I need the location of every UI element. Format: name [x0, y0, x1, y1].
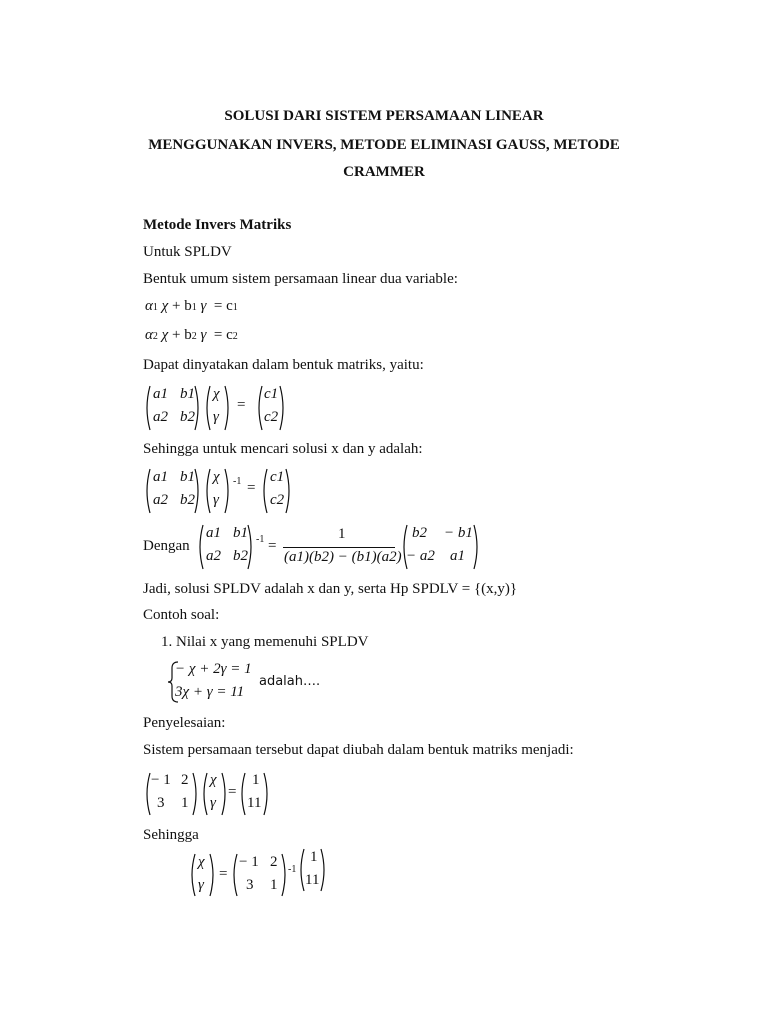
cell-b1: b1 — [233, 525, 248, 541]
inverse-formula — [196, 522, 486, 572]
cell-a2: a2 — [153, 409, 168, 425]
cell-b2: b2 — [180, 492, 195, 508]
penyelesaian-label: Penyelesaian: — [143, 715, 226, 731]
inverse-superscript: -1 — [288, 864, 297, 875]
inverse-superscript: -1 — [233, 476, 242, 487]
cell-minus-1: − 1 — [239, 854, 259, 870]
equation-2: α2 χ + b2 γ = c2 — [145, 327, 238, 343]
cell-chi: χ — [213, 469, 220, 485]
cell-1: 1 — [270, 877, 278, 893]
convert-text: Sistem persamaan tersebut dapat diubah dalam bentuk matriks menjadi: — [143, 742, 574, 758]
cell-c1: c1 — [264, 386, 279, 402]
cell-v1: 1 — [310, 849, 318, 865]
subheading-spldv: Untuk SPLDV — [143, 244, 232, 260]
cell-a1: a1 — [206, 525, 221, 541]
cell-2: 2 — [181, 772, 189, 788]
numeric-matrix-equation — [143, 770, 283, 818]
cell-b2: b2 — [233, 548, 248, 564]
matrix-form-text: Dapat dinyatakan dalam bentuk matriks, yaitu: — [143, 357, 424, 373]
cell-2: 2 — [270, 854, 278, 870]
cell-chi: χ — [198, 854, 205, 870]
cell-1: 1 — [181, 795, 189, 811]
cell-gamma: γ — [213, 409, 219, 425]
system-row-2: 3χ + γ = 11 — [175, 684, 245, 700]
final-equation — [188, 848, 333, 900]
dengan-label: Dengan — [143, 538, 190, 554]
cell-b1: b1 — [180, 386, 195, 402]
cell-b2: b2 — [180, 409, 195, 425]
cell-chi: χ — [210, 772, 217, 788]
cell-gamma: γ — [210, 795, 216, 811]
adj-minus-b1: − b1 — [444, 525, 473, 541]
cell-a2: a2 — [153, 492, 168, 508]
cell-a1: a1 — [153, 469, 168, 485]
solution-text: Sehingga untuk mencari solusi x dan y adalah: — [143, 441, 423, 457]
example-item-1: 1. Nilai x yang memenuhi SPLDV — [161, 634, 369, 650]
equation-1: α1 χ + b1 γ = c1 — [145, 298, 238, 314]
cell-v11: 11 — [247, 795, 262, 811]
section-heading: Metode Invers Matriks — [143, 217, 292, 233]
title-line-2: MENGGUNAKAN INVERS, METODE ELIMINASI GAUSS, METODE — [148, 137, 620, 153]
adalah-text: adalah…. — [259, 674, 321, 689]
title-line-1: SOLUSI DARI SISTEM PERSAMAAN LINEAR — [224, 108, 544, 124]
cell-c1: c1 — [270, 469, 285, 485]
general-form-text: Bentuk umum sistem persamaan linear dua variable: — [143, 271, 458, 287]
cell-b1: b1 — [180, 469, 195, 485]
equals-sign: = — [268, 538, 277, 554]
adj-b2: b2 — [412, 525, 427, 541]
matrix-equation-1 — [143, 383, 303, 433]
cell-c2: c2 — [270, 492, 285, 508]
cell-v11: 11 — [305, 872, 320, 888]
sehingga-label: Sehingga — [143, 827, 199, 843]
example-system — [167, 660, 327, 704]
cell-gamma: γ — [213, 492, 219, 508]
equals-sign: = — [237, 397, 246, 413]
adj-a1: a1 — [450, 548, 465, 564]
equals-sign: = — [219, 866, 228, 882]
inverse-superscript: -1 — [256, 534, 265, 545]
cell-gamma: γ — [198, 877, 204, 893]
cell-chi: χ — [213, 386, 220, 402]
cell-3: 3 — [246, 877, 254, 893]
equals-sign: = — [228, 784, 237, 800]
system-row-1: − χ + 2γ = 1 — [175, 661, 252, 677]
fraction-bar — [283, 547, 395, 548]
cell-c2: c2 — [264, 409, 279, 425]
adj-minus-a2: − a2 — [406, 548, 435, 564]
example-label: Contoh soal: — [143, 607, 220, 623]
conclusion-text: Jadi, solusi SPLDV adalah x dan y, serta Hp SPDLV = {(x,y)} — [143, 581, 518, 597]
cell-v1: 1 — [252, 772, 260, 788]
matrix-parentheses — [143, 466, 313, 516]
equals-sign: = — [247, 480, 256, 496]
cell-minus-1: − 1 — [151, 772, 171, 788]
cell-a1: a1 — [153, 386, 168, 402]
matrix-equation-2 — [143, 466, 313, 516]
cell-3: 3 — [157, 795, 165, 811]
cell-a2: a2 — [206, 548, 221, 564]
fraction-numerator: 1 — [338, 526, 346, 542]
fraction-denominator: (a1)(b2) − (b1)(a2) — [284, 549, 402, 565]
title-line-3: CRAMMER — [343, 164, 425, 180]
